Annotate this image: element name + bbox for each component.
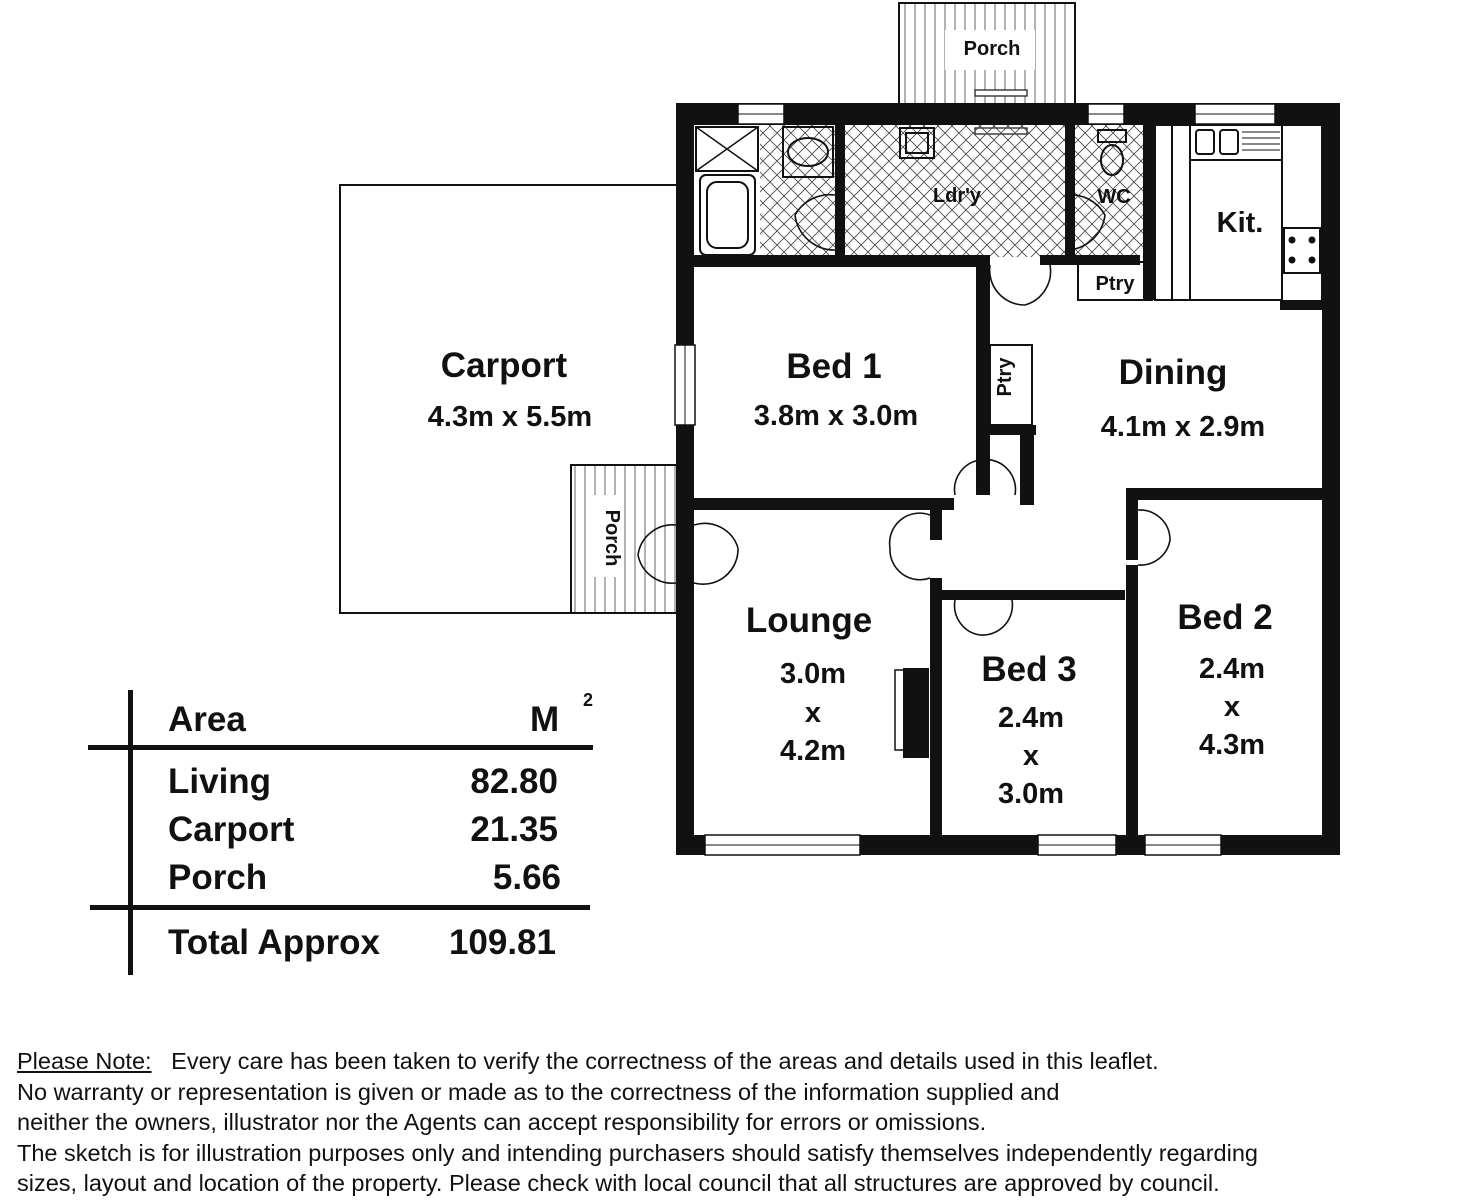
area-row-label: Carport (168, 810, 295, 849)
label-dining-name: Dining (1118, 353, 1228, 392)
label-bed2-dim1: 2.4m (1198, 653, 1266, 685)
label-dining-size: 4.1m x 2.9m (1100, 411, 1266, 443)
area-table (88, 690, 608, 980)
label-porch-top: Porch (963, 38, 1021, 60)
area-row-value: 21.35 (470, 810, 558, 849)
label-porch-side: Porch (601, 509, 623, 567)
disclaimer-note (17, 1046, 1457, 1199)
area-header-unit-sup: 2 (583, 690, 594, 710)
label-wc: WC (1097, 186, 1131, 208)
area-total-value: 109.81 (448, 923, 556, 962)
label-bed2-x: x (1223, 691, 1241, 723)
area-row-value: 5.66 (492, 858, 561, 897)
table-total-rule (90, 905, 590, 910)
label-lounge-name: Lounge (745, 601, 873, 640)
label-carport-name: Carport (440, 346, 568, 385)
table-header-rule (88, 745, 593, 750)
area-total-label: Total Approx (168, 923, 380, 962)
fireplace (903, 668, 929, 758)
label-carport-size: 4.3m x 5.5m (427, 401, 593, 433)
label-lounge-x: x (804, 697, 822, 729)
porch-side (571, 465, 680, 613)
table-vertical-rule (128, 690, 133, 975)
label-bed2-dim2: 4.3m (1198, 729, 1266, 761)
label-bed1-name: Bed 1 (786, 347, 882, 386)
note-line-4: The sketch is for illustration purposes only and intending purchasers should satisfy themselves independently regarding (17, 1139, 1258, 1166)
label-bed3-name: Bed 3 (981, 650, 1077, 689)
label-lounge-dim1: 3.0m (779, 658, 847, 690)
note-line-1 (17, 1046, 1457, 1077)
area-row-value: 82.80 (470, 762, 558, 801)
area-header-unit: M (530, 700, 560, 739)
label-bed3-dim2: 3.0m (997, 778, 1065, 810)
label-bed3-dim1: 2.4m (997, 702, 1065, 734)
label-pantry-2: Ptry (994, 357, 1016, 397)
label-bed3-x: x (1022, 740, 1040, 772)
area-row-label: Living (168, 762, 272, 801)
note-heading: Please Note: (17, 1048, 152, 1074)
note-text: Every care has been taken to verify the correctness of the areas and details used in this leaflet. (171, 1048, 1159, 1074)
label-bed2-name: Bed 2 (1177, 598, 1273, 637)
label-kitchen: Kit. (1216, 207, 1264, 239)
area-row-label: Porch (168, 858, 268, 897)
area-header-label: Area (168, 700, 246, 739)
note-line-3: neither the owners, illustrator nor the Agents can accept responsibility for errors or omissions. (17, 1109, 987, 1135)
note-line-5: sizes, layout and location of the property. Please check with local council that all structures are approved by council. (17, 1170, 1220, 1196)
label-pantry-1: Ptry (1095, 273, 1135, 295)
label-bed1-size: 3.8m x 3.0m (753, 400, 919, 432)
note-line-2: No warranty or representation is given or made as to the correctness of the information supplied and (17, 1078, 1060, 1105)
label-laundry: Ldr'y (932, 185, 982, 207)
label-lounge-dim2: 4.2m (779, 735, 847, 767)
